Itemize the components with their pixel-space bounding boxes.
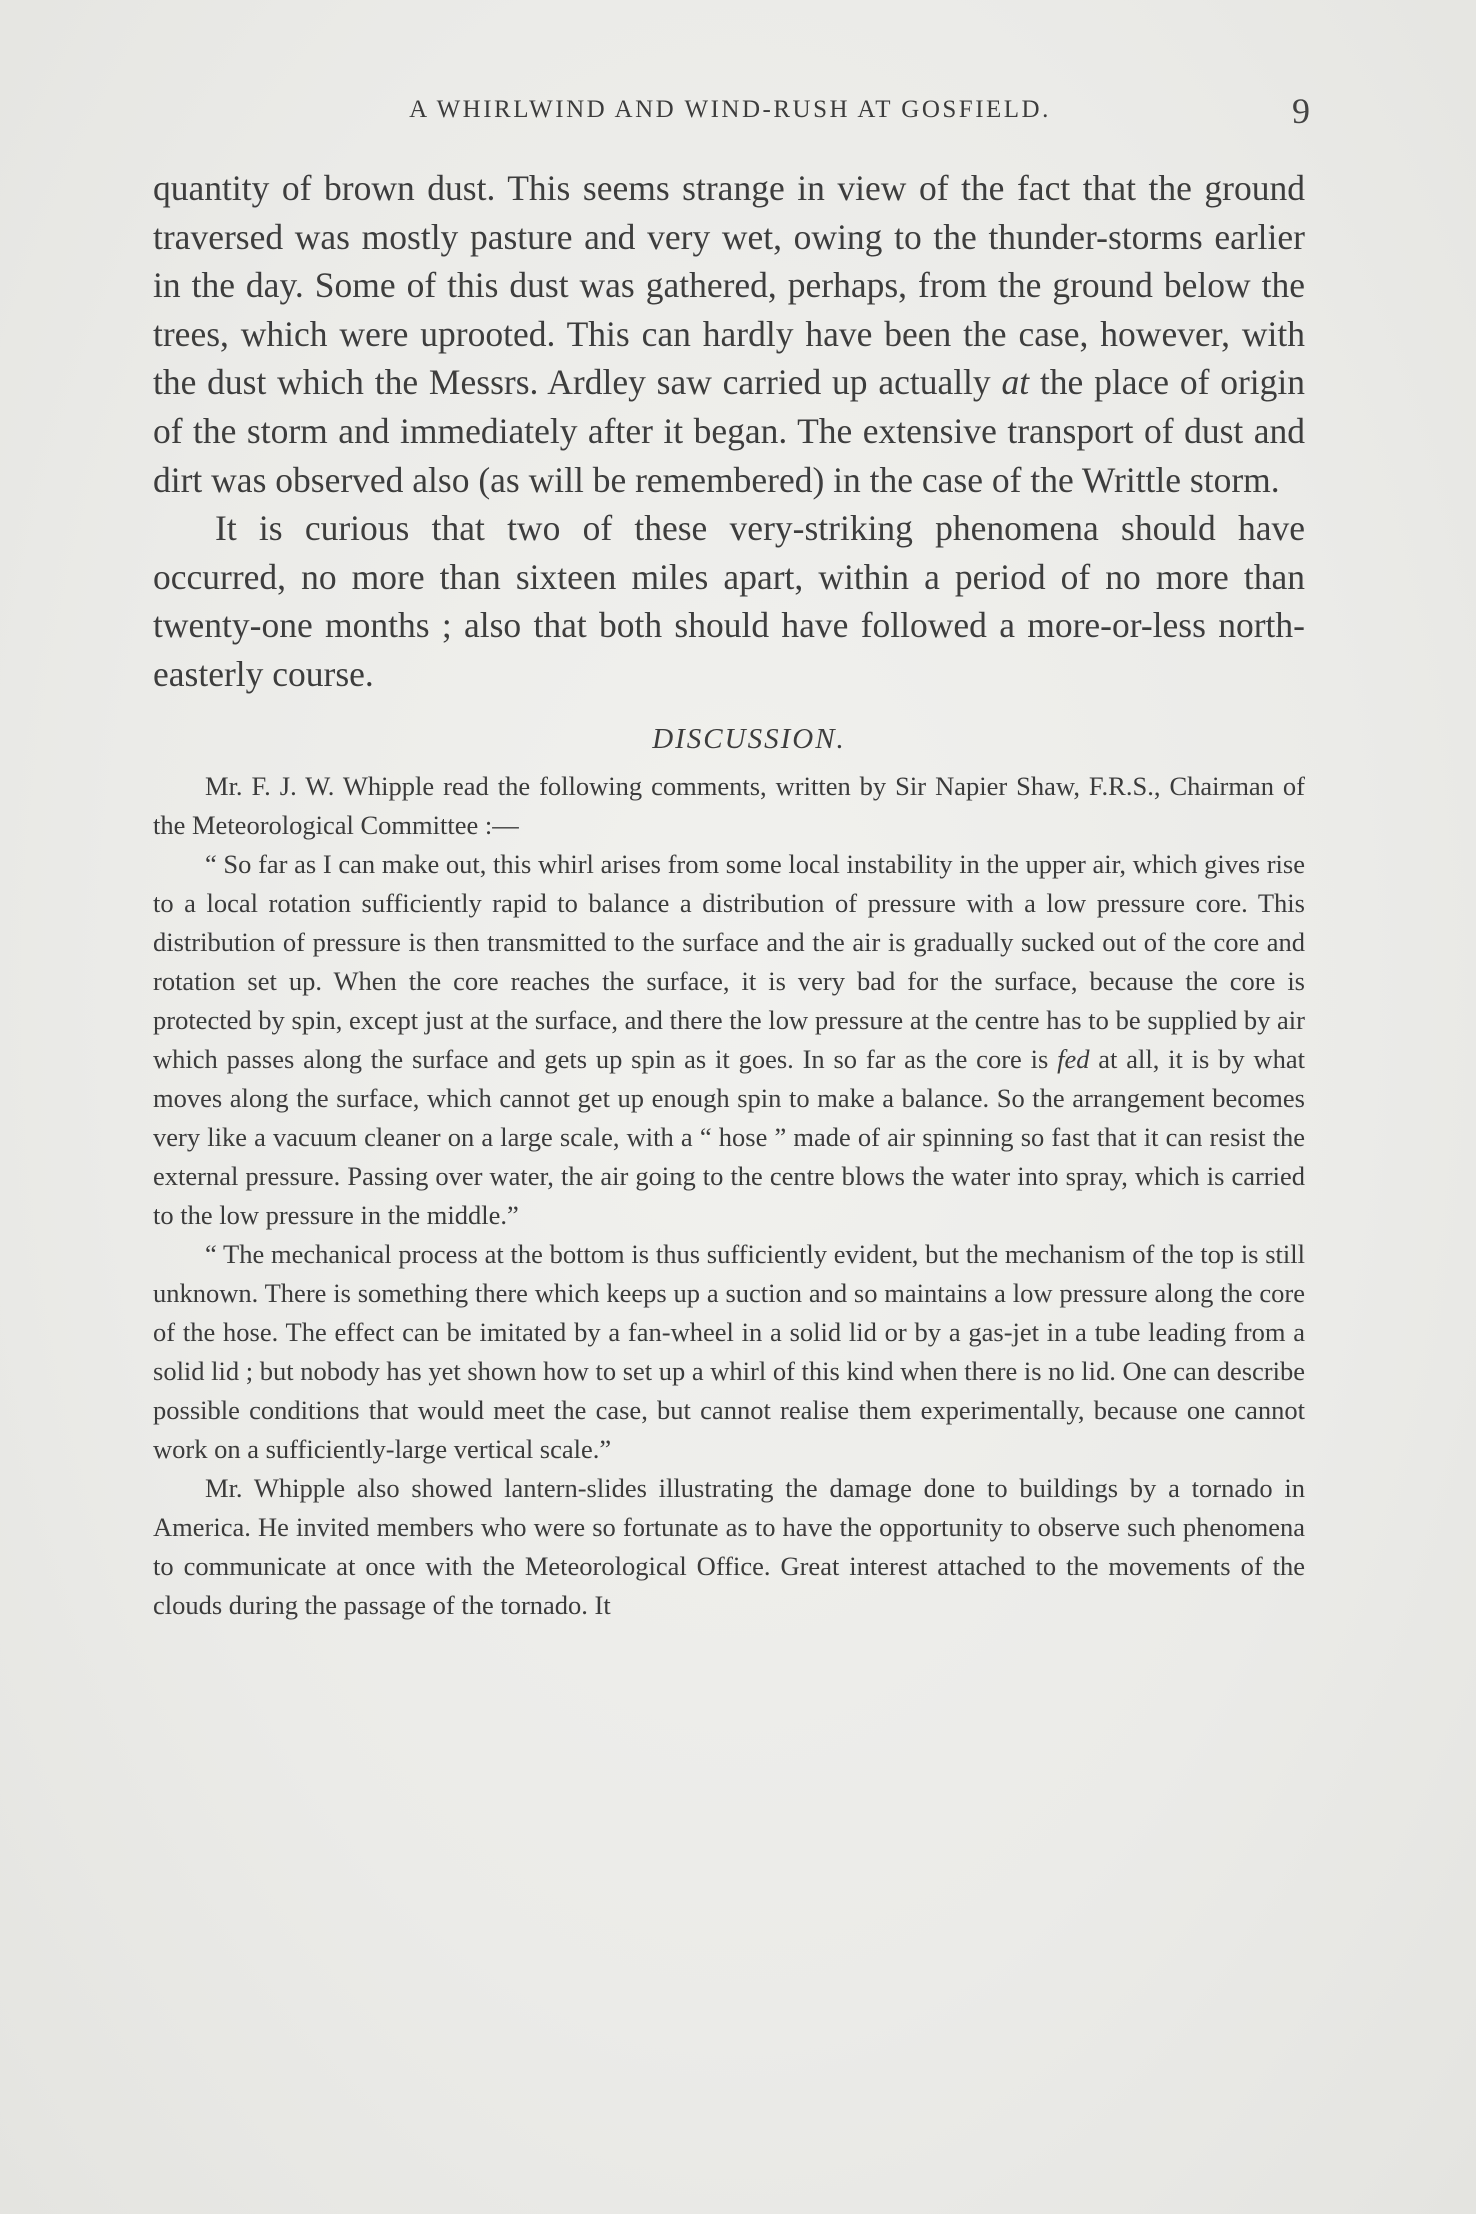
body-text bbox=[153, 164, 1305, 1625]
discussion-paragraph-whirl bbox=[153, 845, 1305, 1235]
discussion-whirl-part-a: “ So far as I can make out, this whirl arises from some local instability in the upper air, which gives rise to a local rotation sufficiently rapid to balance a distribution of pressure with a low pressure core. This distribution of pressure is then transmitted to the surface and the air is gradually sucked out of the core and rotation set up. When the core reaches the surface, it is very bad for the surface, because the core is protected by spin, except just at the surface, and there the low pressure at the centre has to be supplied by air which passes along the surface and gets up spin as it goes. In so far as the core is bbox=[153, 848, 1305, 1074]
page-number: 9 bbox=[1292, 91, 1310, 131]
discussion-paragraph-mechanical: “ The mechanical process at the bottom is thus sufficiently evident, but the mechanism of the top is still unknown. There is something there which keeps up a suction and so maintains a low pressure along the core of the hose. The effect can be imitated by a fan-wheel in a solid lid or by a gas-jet in a tube leading from a solid lid ; but nobody has yet shown how to set up a whirl of this kind when there is no lid. One can describe possible conditions that would meet the case, but cannot realise them experimentally, because one cannot work on a sufficiently-large vertical scale.” bbox=[153, 1238, 1305, 1464]
paragraph-dust-part-b: the place of origin of the storm and immediately after it began. The extensive transport of dust and dirt was observed also (as will be remembered) in the case of the Writtle storm. bbox=[153, 362, 1306, 500]
discussion-heading: DISCUSSION. bbox=[652, 722, 846, 755]
paragraph-dust-emphasis: at bbox=[1001, 362, 1030, 403]
discussion-whirl-part-b: at all, it is by what moves along the surface, which cannot get up enough spin to make a balance. So the arrangement becomes very like a vacuum cleaner on a large scale, with a “ hose ” made of air spinning so fast that it can resist the external pressure. Passing over water, the air going to the centre blows the water into spray, which is carried to the low pressure in the middle.” bbox=[153, 1043, 1306, 1230]
discussion-paragraph-lantern-slides: Mr. Whipple also showed lantern-slides illustrating the damage done to buildings by a tornado in America. He invited members who were so fortunate as to have the opportunity to observe such phenomena to communicate at once with the Meteorological Office. Great interest attached to the movements of the clouds during the passage of the tornado. It bbox=[153, 1472, 1305, 1620]
paragraph-curious: It is curious that two of these very-striking phenomena should have occurred, no more than sixteen miles apart, within a period of no more than twenty-one months ; also that both should have followed a more-or-less north-easterly course. bbox=[153, 508, 1305, 694]
paragraph-dust bbox=[153, 164, 1305, 504]
running-head: A WHIRLWIND AND WIND-RUSH AT GOSFIELD. bbox=[409, 96, 1051, 123]
discussion-paragraph-whipple-read: Mr. F. J. W. Whipple read the following comments, written by Sir Napier Shaw, F.R.S., Chairman of the Meteorological Committee :— bbox=[153, 770, 1305, 840]
discussion-whirl-emphasis: fed bbox=[1057, 1043, 1090, 1074]
paragraph-dust-part-a: quantity of brown dust. This seems strange in view of the fact that the ground traversed was mostly pasture and very wet, owing to the thunder-storms earlier in the day. Some of this dust was gathered, perhaps, from the ground below the trees, which were uprooted. This can hardly have been the case, however, with the dust which the Messrs. Ardley saw carried up actually bbox=[153, 168, 1305, 403]
page-header bbox=[150, 91, 1310, 136]
